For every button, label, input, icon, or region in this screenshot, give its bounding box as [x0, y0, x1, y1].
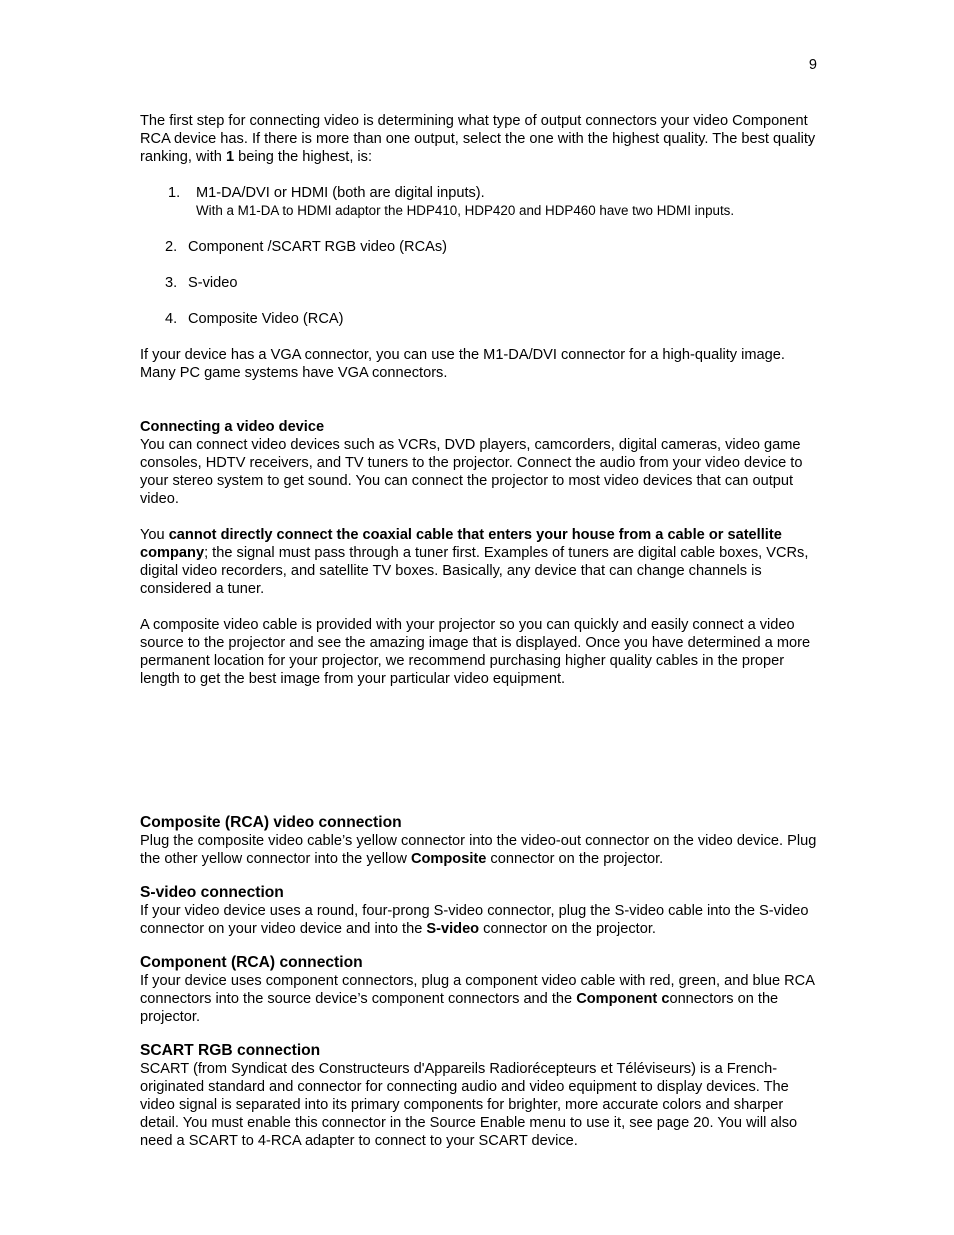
component-text-bold: Component c: [576, 991, 670, 1007]
document-body: [140, 112, 820, 1150]
section-heading-connecting: Connecting a video device: [140, 419, 325, 435]
section-heading-scart: SCART RGB connection: [140, 1042, 321, 1059]
quality-ranking-list: [140, 184, 820, 328]
list-item: [140, 274, 820, 292]
intro-text-bold: 1: [225, 149, 235, 165]
svideo-text-a: If your video device uses a round, four-prong S-video connector, plug the S-video cable into the S-video connector on your video device and into the: [140, 903, 809, 937]
list-item-number: 1.: [168, 185, 181, 201]
coaxial-warning: [140, 526, 820, 598]
scart-body: SCART (from Syndicat des Constructeurs d'Appareils Radiorécepteurs et Téléviseurs) is a French-originated standard and connector for connecting audio and video equipment to display devices. The video signal is separated into its primary components for brighter, more accurate colors and sharper detail. You must enable this connector in the Source Enable menu to use it, see page 20. You will also need a SCART to 4-RCA adapter to connect to your SCART device.: [140, 1061, 798, 1149]
list-item-label: Composite Video (RCA): [188, 311, 344, 327]
component-text-a: If your device uses component connectors, plug a component video cable with red, green, and blue RCA connectors into the source device’s component connectors and the: [140, 973, 815, 1007]
vga-note: If your device has a VGA connector, you can use the M1-DA/DVI connector for a high-quality image. Many PC game systems have VGA connectors.: [140, 347, 785, 381]
connecting-body: You can connect video devices such as VCRs, DVD players, camcorders, digital cameras, video game consoles, HDTV receivers, and TV tuners to the projector. Connect the audio from your video device to your stereo system to get sound. You can connect the projector to most video devices that can output video.: [140, 437, 803, 507]
list-item-number: 2.: [165, 239, 178, 255]
list-item: [140, 184, 820, 220]
section-heading-component: Component (RCA) connection: [140, 954, 363, 971]
coaxial-warning-bold: cannot directly connect the coaxial cable that enters your house from a cable or satellite company: [140, 527, 782, 561]
svideo-text-bold: S-video: [426, 921, 480, 937]
composite-text-bold: Composite: [410, 851, 487, 867]
svideo-text-b: connector on the projector.: [479, 921, 656, 937]
list-item-label: M1-DA/DVI or HDMI (both are digital inputs).: [196, 185, 485, 201]
list-item-label: S-video: [188, 275, 238, 291]
intro-paragraph: [140, 112, 820, 166]
list-item-number: 3.: [165, 275, 178, 291]
composite-text-b: connector on the projector.: [486, 851, 664, 867]
list-item-note: With a M1-DA to HDMI adaptor the HDP410, HDP420 and HDP460 have two HDMI inputs.: [196, 203, 735, 218]
coaxial-warning-a: You: [140, 527, 169, 543]
intro-text-b: being the highest, is:: [234, 149, 373, 165]
intro-text-a: The first step for connecting video is determining what type of output connectors your video Component RCA device has. If there is more than one output, select the one with the highest quality. The best quality ranking, with: [140, 113, 816, 165]
component-text-b: onnectors on the projector.: [140, 991, 779, 1025]
section-heading-composite: Composite (RCA) video connection: [140, 814, 402, 831]
composite-text-a: Plug the composite video cable’s yellow connector into the video-out connector on the video device. Plug the other yellow connector into the yellow: [140, 833, 817, 867]
list-item: [140, 310, 820, 328]
component-body: [140, 972, 820, 1026]
list-item: [140, 238, 820, 256]
composite-body: [140, 832, 820, 868]
page-number: 9: [808, 57, 817, 73]
svideo-body: [140, 902, 820, 938]
list-item-number: 4.: [165, 311, 178, 327]
coaxial-warning-b: ; the signal must pass through a tuner first. Examples of tuners are digital cable boxes, VCRs, digital video recorders, and satellite TV boxes. Basically, any device that can change channels is considered a tuner.: [140, 545, 809, 597]
list-item-label: Component /SCART RGB video (RCAs): [188, 239, 447, 255]
section-heading-svideo: S-video connection: [140, 884, 284, 901]
cable-note: A composite video cable is provided with your projector so you can quickly and easily connect a video source to the projector and see the amazing image that is displayed. Once you have determined a more permanent location for your projector, we recommend purchasing higher quality cables in the proper length to get the best image from your particular video equipment.: [140, 617, 811, 687]
